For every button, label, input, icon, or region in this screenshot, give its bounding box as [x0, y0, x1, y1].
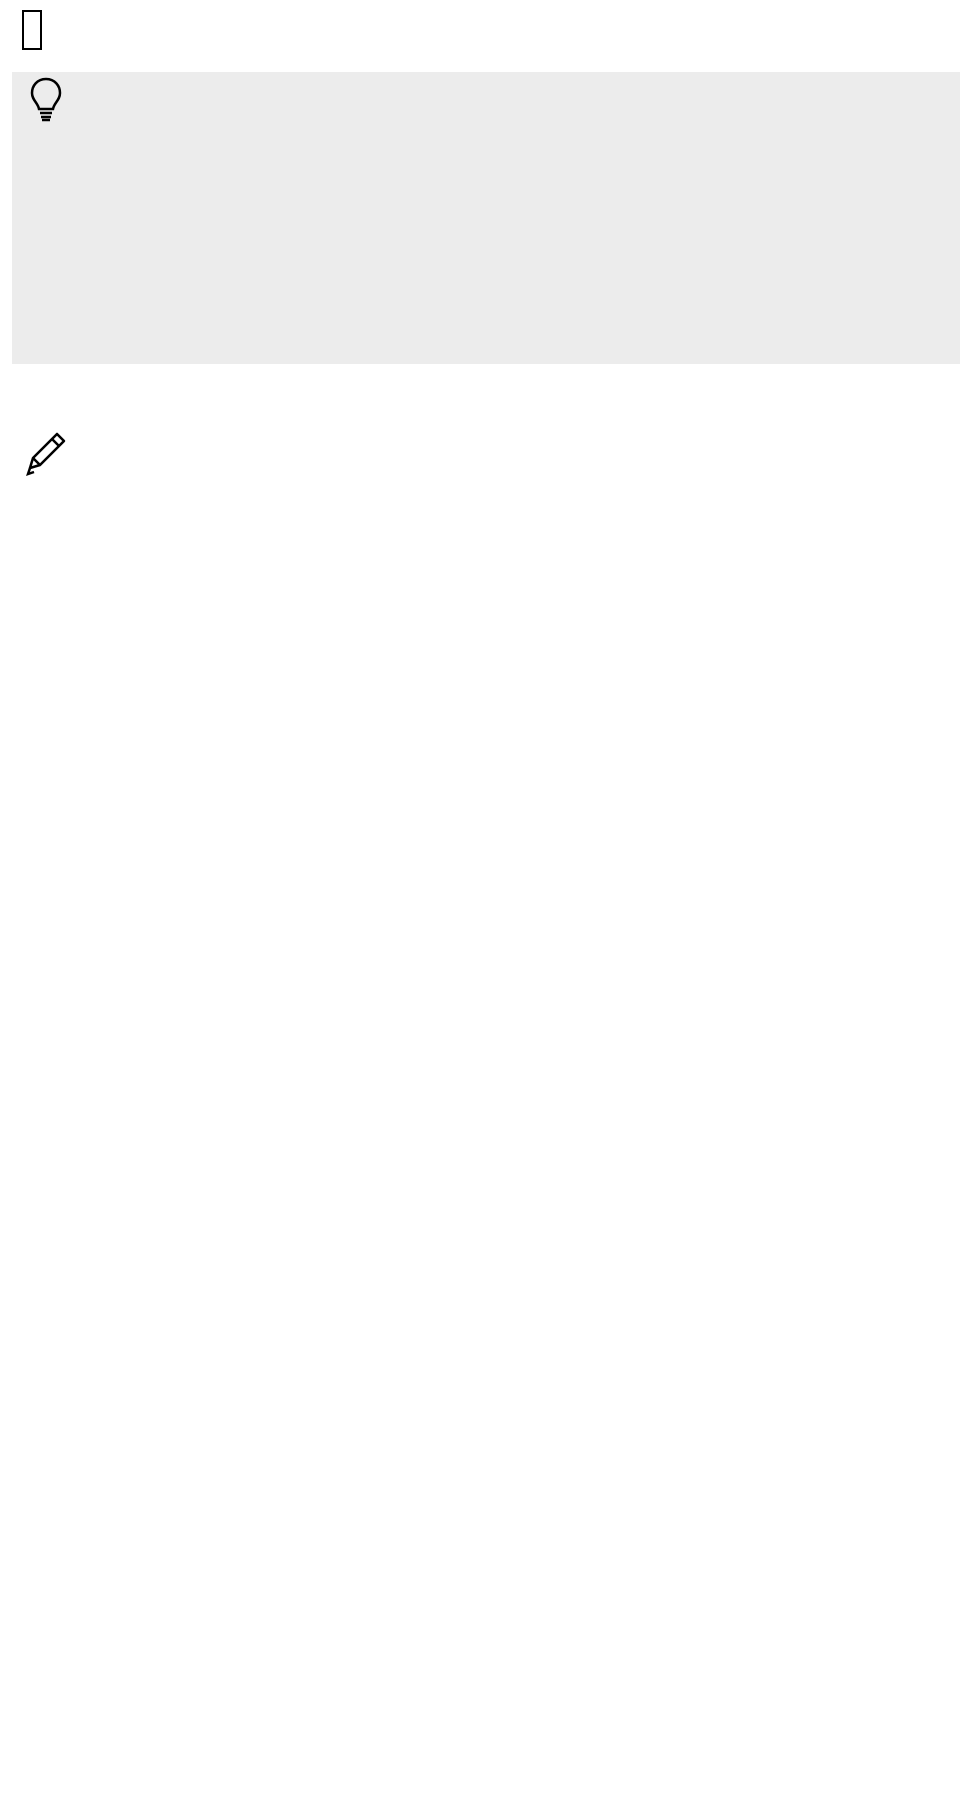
lightbulb-icon — [28, 76, 64, 124]
hint-box — [12, 72, 960, 364]
problem-number — [22, 10, 42, 50]
pencil-icon — [24, 428, 68, 478]
